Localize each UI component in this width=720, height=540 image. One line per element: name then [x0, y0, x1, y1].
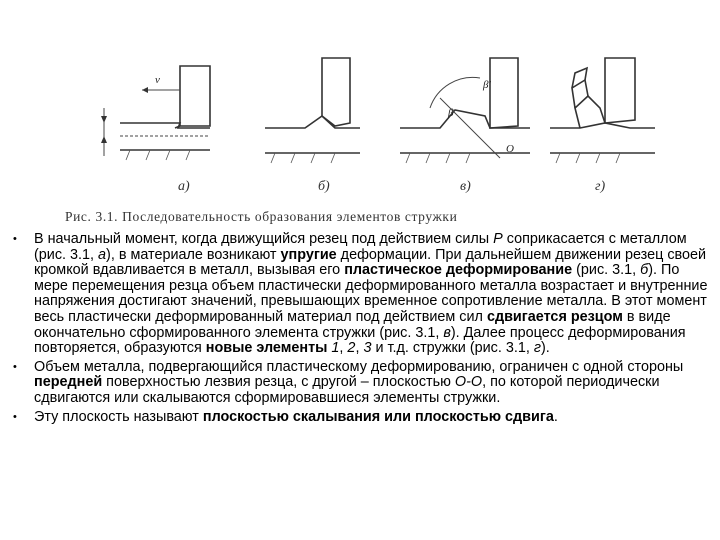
italic-text: б — [640, 262, 649, 279]
italic-text: P — [493, 231, 503, 247]
text-run: ). По мере перемещения резца объем пластически деформированного металла возрастает и внутренние напряжения достигают значений, превышающих временное сопротивление металла. В этот момент весь пластически деформированный материал под действием сил — [34, 262, 708, 325]
beta-prime-label: β' — [483, 79, 491, 91]
text-run: ). Далее процесс деформирования повторяется, образуются — [34, 324, 686, 357]
bullet-icon: • — [13, 410, 17, 423]
text-run: ). — [540, 340, 550, 357]
figure-3-1 — [60, 28, 660, 228]
bullet-list — [12, 232, 708, 425]
text-run: , — [355, 340, 364, 357]
bold-text: новые элементы — [205, 340, 328, 357]
panel-c — [400, 58, 530, 194]
italic-text: а — [98, 246, 107, 263]
bullet-text — [34, 232, 708, 357]
text-run: соприкасается с металлом (рис. 3.1, — [34, 231, 687, 263]
bullet-text — [34, 360, 708, 407]
panel-a — [101, 66, 210, 194]
italic-text: О-О — [454, 374, 483, 391]
text-run: и т.д. стружки (рис. 3.1, — [371, 340, 534, 357]
bold-text: сдвигается резцом — [486, 308, 623, 325]
bullet-icon: • — [13, 233, 17, 245]
italic-text: 1 — [331, 340, 340, 357]
chip-formation-diagram — [60, 28, 660, 228]
panel-d — [550, 58, 655, 194]
text-run: . — [553, 408, 558, 425]
text-run: поверхностью лезвия резца, с другой – плоскостью — [102, 374, 455, 391]
bullet-item — [12, 232, 708, 357]
text-run: , — [339, 340, 348, 357]
subfigure-c-label: в) — [460, 179, 471, 194]
text-run: Объем металла, подвергающийся пластическому деформированию, ограничен с одной стороны — [34, 358, 684, 375]
text-run: ), в материале возникают — [106, 246, 281, 263]
bullet-item — [12, 360, 708, 407]
subfigure-d-label: г) — [595, 179, 606, 194]
italic-text: 3 — [363, 340, 372, 357]
italic-text: г — [533, 340, 541, 357]
bold-text: плоскостью скалывания или плоскостью сдвига — [202, 408, 554, 425]
italic-text: 2 — [347, 340, 356, 357]
bold-text: пластическое деформирование — [344, 262, 573, 279]
panel-b — [265, 58, 360, 194]
bold-text: упругие — [280, 246, 337, 263]
plane-o-label: O — [506, 143, 514, 155]
bullet-text — [34, 410, 708, 426]
text-run: Эту плоскость называют — [34, 408, 203, 425]
text-run: , по которой периодически сдвигаются или скалываются сформировавшиеся элементы стружки. — [34, 374, 660, 406]
text-run: (рис. 3.1, — [572, 262, 641, 279]
subfigure-b-label: б) — [318, 179, 330, 194]
bullet-icon: • — [13, 360, 17, 373]
text-run: В начальный момент, когда движущийся резец под действием силы — [34, 231, 494, 247]
figure-caption: Рис. 3.1. Последовательность образования элементов стружки — [65, 209, 458, 224]
feed-label: v — [155, 74, 160, 86]
text-run: деформации. При дальнейшем движении резец своей кромкой вдавливается в металл, вызывая его — [34, 246, 707, 279]
text-run: в виде окончательно сформированного элемента стружки (рис. 3.1, — [34, 308, 671, 341]
beta-one-label: β — [448, 107, 454, 119]
bullet-item — [12, 410, 708, 426]
italic-text: в — [443, 324, 451, 341]
bold-text: передней — [34, 374, 103, 391]
subfigure-a-label: а) — [178, 179, 190, 194]
